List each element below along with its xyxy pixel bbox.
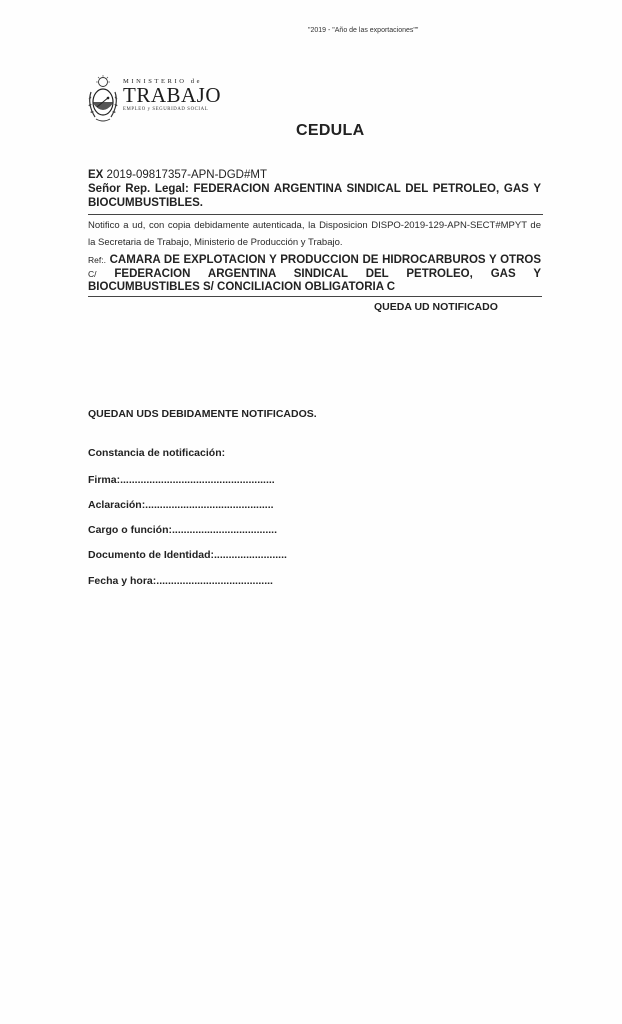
ref-c: C/ (88, 268, 97, 279)
document-title: CEDULA (296, 122, 365, 139)
ministry-logo (86, 74, 226, 126)
logo-subtitle: EMPLEO y SEGURIDAD SOCIAL (123, 107, 209, 112)
queda-notificado: QUEDA UD NOTIFICADO (374, 301, 498, 313)
coat-of-arms-icon (86, 74, 120, 126)
ref-part2: FEDERACION ARGENTINA SINDICAL DEL PETROLEO, GAS Y BIOCUMBUSTIBLES S/ CONCILIACION OBLIGATORIA C (88, 267, 541, 293)
documento-field: Documento de Identidad:......................... (88, 549, 287, 561)
logo-text (123, 78, 233, 112)
recipient: Señor Rep. Legal: FEDERACION ARGENTINA SINDICAL DEL PETROLEO, GAS Y BIOCUMBUSTIBLES. (88, 183, 541, 209)
notification-text: Notifico a ud, con copia debidamente autenticada, la Disposicion DISPO-2019-129-APN-SECT#MPYT de la Secretaria de Trabajo, Ministerio de Producción y Trabajo. (88, 220, 541, 248)
constancia-heading: Constancia de notificación: (88, 447, 226, 459)
cargo-field: Cargo o función:.................................... (88, 524, 278, 536)
reference (88, 254, 541, 295)
ref-part1: CAMARA DE EXPLOTACION Y PRODUCCION DE HIDROCARBUROS Y OTROS (109, 254, 541, 266)
year-motto: "2019 - "Año de las exportaciones"" (308, 27, 419, 34)
ex-number: 2019-09817357-APN-DGD#MT (106, 169, 267, 181)
expediente-line (88, 169, 541, 181)
logo-trabajo: TRABAJO (123, 83, 222, 107)
divider-line (88, 214, 543, 215)
firma-field: Firma:..................................................... (88, 474, 275, 486)
ex-label: EX (88, 169, 104, 181)
quedan-notificados: QUEDAN UDS DEBIDAMENTE NOTIFICADOS. (88, 408, 317, 420)
logo-ministerio: MINISTERIO de (123, 78, 203, 85)
fecha-field: Fecha y hora:........................................ (88, 575, 273, 587)
aclaracion-field: Aclaración:............................................ (88, 499, 274, 511)
divider-line (88, 296, 542, 297)
ref-label: Ref:. (88, 255, 106, 265)
